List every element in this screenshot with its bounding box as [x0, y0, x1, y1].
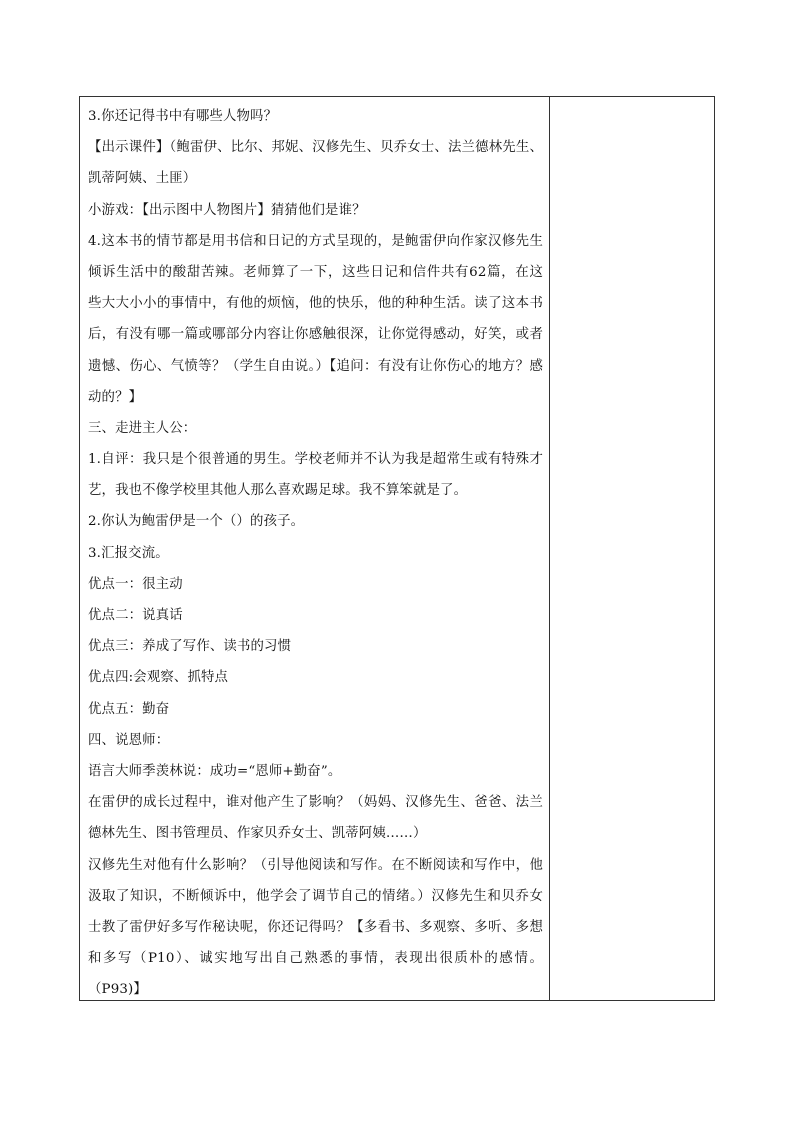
lesson-line: 士教了雷伊好多写作秘诀呢，你还记得吗？【多看书、多观察、多听、多想: [88, 919, 543, 935]
lesson-line: 动的？】: [88, 389, 143, 405]
lesson-line: 德林先生、图书管理员、作家贝乔女士、凯蒂阿姨……）: [88, 826, 427, 842]
lesson-line: 小游戏：【出示图中人物图片】猜猜他们是谁？: [88, 202, 366, 218]
lesson-line: 三、走进主人公：: [88, 420, 197, 436]
lesson-line: 【出示课件】（鲍雷伊、比尔、邦妮、汉修先生、贝乔女士、法兰德林先生、: [88, 140, 543, 156]
lesson-line: 在雷伊的成长过程中，谁对他产生了影响？（妈妈、汉修先生、爸爸、法兰: [88, 795, 543, 811]
lesson-line: 些大大小小的事情中，有他的烦恼，他的快乐，他的种种生活。读了这本书: [88, 296, 543, 312]
lesson-line: 优点二：说真话: [88, 608, 183, 623]
lesson-line: 优点三：养成了写作、读书的习惯: [88, 639, 292, 655]
lesson-line: 倾诉生活中的酸甜苦辣。老师算了一下，这些日记和信件共有62篇，在这: [88, 264, 543, 280]
lesson-line: 2.你认为鲍雷伊是一个（）的孩子。: [88, 514, 305, 530]
lesson-line: 优点五：勤奋: [88, 701, 170, 717]
lesson-line: 凯蒂阿姨、土匪）: [88, 171, 197, 187]
lesson-line: 后，有没有哪一篇或哪部分内容让你感触很深，让你觉得感动，好笑，或者: [88, 327, 543, 343]
lesson-line: 四、说恩师：: [88, 732, 170, 748]
lesson-line: 1.自评：我只是个很普通的男生。学校老师并不认为我是超常生或有特殊才: [88, 452, 543, 468]
lesson-line: 汉修先生对他有什么影响？（引导他阅读和写作。在不断阅读和写作中，他: [88, 857, 543, 873]
lesson-line: 汲取了知识，不断倾诉中，他学会了调节自己的情绪。）汉修先生和贝乔女: [88, 888, 543, 904]
lesson-plan-table: [79, 96, 715, 1001]
lesson-line: 优点四:会观察、抓特点: [88, 670, 229, 686]
lesson-line: 艺，我也不像学校里其他人那么喜欢踢足球。我不算笨就是了。: [88, 483, 468, 499]
lesson-line: 3.你还记得书中有哪些人物吗？: [88, 109, 278, 124]
lesson-line: 优点一：很主动: [88, 576, 183, 592]
lesson-line: 遗憾、伤心、气愤等？（学生自由说。）【追问：有没有让你伤心的地方？感: [88, 358, 543, 374]
lesson-line: 4.这本书的情节都是用书信和日记的方式呈现的，是鲍雷伊向作家汉修先生: [88, 233, 543, 249]
lesson-line: 和多写（P10）、诚实地写出自己熟悉的事情，表现出很质朴的感情。: [88, 951, 543, 967]
notes-cell: [550, 97, 714, 1000]
lesson-content-cell: [80, 97, 550, 1000]
lesson-line: 语言大师季羡林说：成功=“恩师+勤奋”。: [88, 763, 342, 779]
lesson-line: （P93)】: [88, 982, 147, 998]
lesson-line: 3.汇报交流。: [88, 545, 169, 561]
